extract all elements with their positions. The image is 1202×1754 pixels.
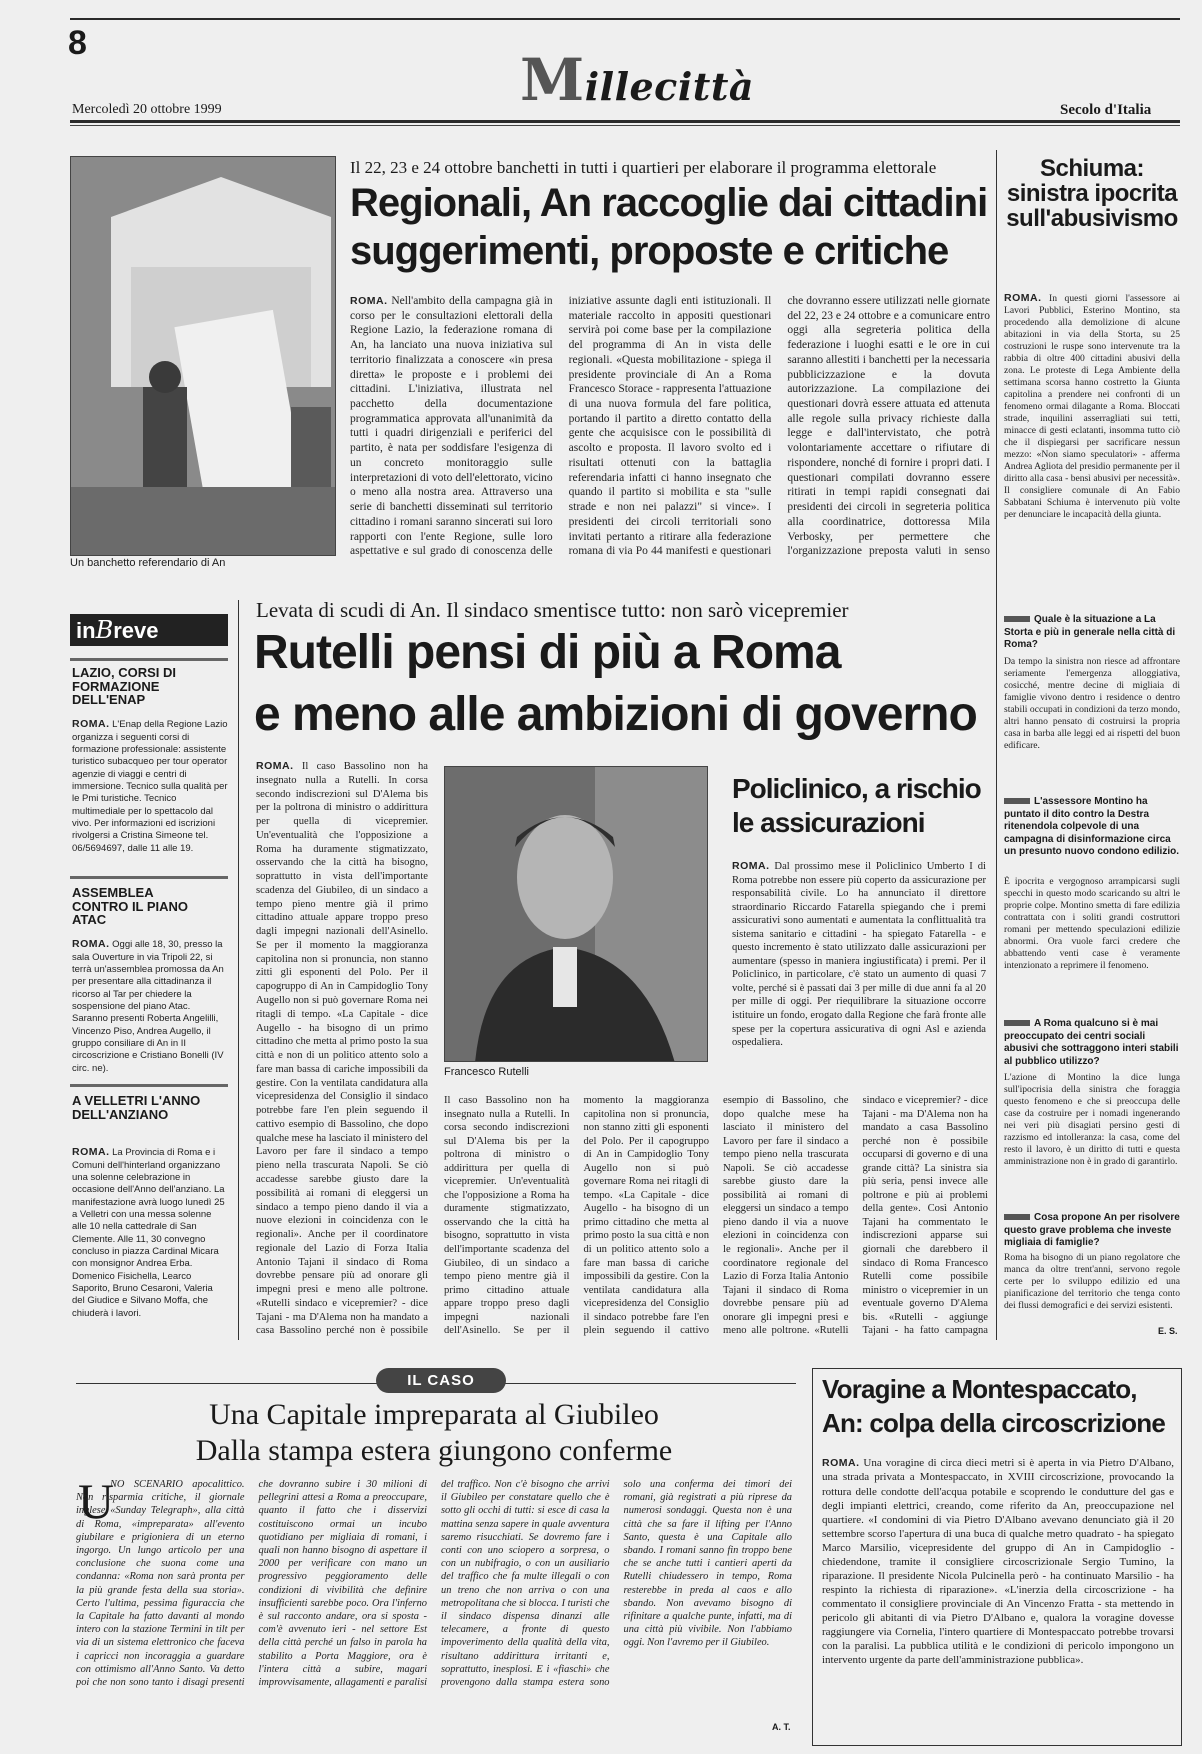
schiuma-body [1004,292,1180,610]
breve-label: inBreve [70,614,228,646]
question-bar [1004,1020,1030,1026]
rutelli-kicker: Levata di scudi di An. Il sindaco smentisce tutto: non sarò vicepremier [256,598,849,622]
schiuma-a3: L'azione di Montino la dice lunga sull'ipocrisia della sinistra che foraggia questo fenomeno e che si preoccupa delle case da costruire per i nomadi ingenerando nei veri più disagiati persino gesti di razzismo ed intolleranza: la casa, come del resto il lavoro, è un diritto di tutti e questa amministrazione non è in grado di garantirlo. [1004,1072,1180,1167]
policlinico-body: ROMA. Dal prossimo mese il Policlinico Umberto I di Roma potrebbe non essere più coperto da assicurazione per responsabilità civile. Lo ha annunciato il direttore straordinario Riccardo Fatarella spiegando che i premi assicurativi sono aumentati e aumentata la conflittualità tra sistema sanitario e cittadini - ha spiegato Fatarella - e questo incremento è stato utilizzato dalle assicurazioni per aumentare (spesso in maniera ingiustificata) i premi. Per il Policlinico, in particolare, c'è stato un aumento di quasi 7 volte, perché si è passati dai 3 per mille di due anni fa al 20 per mille di oggi. Per riequilibrare la situazione occorre istituire un fondo, erogato dalla Regione che farà fronte alle spese per la copertura assicurativa di ogni Asl e azienda ospedaliera. [732,860,986,1049]
voragine-headline-2: An: colpa della circoscrizione [822,1408,1165,1438]
banchetto-photo [70,156,336,556]
regionali-lead: ROMA. [350,295,388,307]
breve-title-1: LAZIO, CORSI DI FORMAZIONE DELL'ENAP [72,665,176,708]
regionali-body [350,294,990,572]
schiuma-q1: Quale è la situazione a La Storta e più in generale nella città di Roma? [1004,614,1176,650]
caso-headline-1: Una Capitale impreparata al Giubileo [209,1398,659,1431]
breve-rule-2 [70,876,228,879]
issue-date: Mercoledì 20 ottobre 1999 [72,102,222,117]
breve-rule-3 [70,1084,228,1087]
caso-badge: IL CASO [376,1368,506,1393]
regionali-kicker: Il 22, 23 e 24 ottobre banchetti in tutti i quartieri per elaborare il programma elettorale [350,158,937,177]
schiuma-q2: L'assessore Montino ha puntato il dito contro la Destra ritenendola colpevole di una campagna di disinformazione circa un presunto nuovo condono edilizio. [1004,796,1179,857]
rutelli-headline-1: Rutelli pensi di più a Roma [254,626,841,679]
caso-dropcap: U [78,1473,115,1529]
schiuma-signature: E. S. [1158,1326,1178,1336]
top-rule [70,18,1180,20]
caso-body: NO SCENARIO apocalittico. Non risparmia critiche, il giornale inglese «Sunday Telegraph», alla città di Roma, «impreparata» all'evento giubilare e prigioniera di un eterno ingorgo. Un lungo articolo per una conclusione che suona come una condanna: «Roma non sarà pronta per la più grande festa della sua storia». Certo l'ultima, pessima figuraccia che la Capitale ha fatto davanti al mondo intero con la stazione Termini in tilt per via di un sistema elettronico che faceva i capricci non incoraggia a guardare con ottimismo all'Anno Santo. Va detto poi che non sono tanto i disagi presenti che dovranno subire i 30 milioni di pellegrini attesi a Roma a preoccupare, quanto il fatto che i disservizi costituiscono ormai un incubo quotidiano per migliaia di romani, i quali non hanno bisogno di aspettare il 2000 per verificare con mano un progressivo peggioramento delle condizioni di vivibilità che definire insufficienti sarebbe poco. Ora l'inferno è sul racconto andare, ora si sposta - com'è avvenuto ieri - nel settore Est della città perché un falso in parola ha stabilito a Porta Maggiore, ora è l'intera città a subire, magari improvvisamente, allagamenti e paralisi del traffico. Non c'è bisogno che arrivi il Giubileo per constatare quello che è sotto gli occhi di tutti: si esce di casa la mattina senza sapere in quale avventura saremo risucchiati. Se dovremo fare i conti con uno sciopero a sorpresa, o con un nubifragio, o con un ausiliario del traffico che fa multe illegali o con un treno che non arriva o con una metropolitana che si blocca. I turisti che il sindaco dispensa dinanzi alle telecamere, a fronte di questo impoverimento della qualità della vita, risultano addirittura irritanti e, soprattutto, inesplosi. E i «fiaschi» che provengono dalla stampa estera sono solo una conferma dei timori dei romani, già registrati a più riprese da numerosi sondaggi. Questa non è una città che sa fare il lifting per l'Anno Santo, questa è una Capitale allo sbando. I romani sanno fin troppo bene che se anche tutti i cantieri aperti da Rutelli chiudessero in tempo, Roma resterebbe in preda al caos e allo sbando. Non avevamo bisogno di rifinitare a qualche punte, infatti, ma di una città più vivibile. Non l'abbiamo oggi. Non l'avremo per il Giubileo. [76,1479,792,1689]
breve-title-3: A VELLETRI L'ANNO DELL'ANZIANO [72,1093,201,1122]
schiuma-q4: Cosa propone An per risolvere questo grave problema che investe migliaia di famiglie? [1004,1212,1180,1248]
publication-name: Secolo d'Italia [1060,102,1152,118]
policlinico-headline-2: le assicurazioni [732,807,925,838]
banchetto-caption: Un banchetto referendario di An [70,557,226,569]
policlinico-headline-1: Policlinico, a rischio [732,773,981,804]
schiuma-a2: È ipocrita e vergognoso arrampicarsi sugli specchi in questo modo scaricando su altri le proprie colpe. Montino smetta di fare edilizia contrattata con i soliti grandi costruttori romani per mettendo speculazioni edilizie abnormi. Ora vuole farci credere che abbattendo venti case è veramente intenzionato a reprimere il fenomeno. [1004,876,1180,971]
column-divider-right [996,150,997,1340]
question-bar [1004,616,1030,622]
schiuma-a4: Roma ha bisogno di un piano regolatore che manca da oltre trent'anni, servono regole certe per lo sviluppo edilizio ed una pianificazione del territorio che tenga conto dei flussi demografici e dei servizi esistenti. [1004,1252,1180,1311]
breve-body-2: ROMA. Oggi alle 18, 30, presso la sala Ouverture in via Tripoli 22, si terrà un'assemblea promossa da An per presentare alla cittadinanza il ricorso al Tar per chiedere la sospensione del piano Atac. Saranno presenti Roberta Angelilli, Vincenzo Piso, Andrea Augello, il gruppo consiliare di An in II circoscrizione e Cristiano Bonelli (IV circ. ne). [72,938,224,1074]
question-bar [1004,798,1030,804]
schiuma-a1: Da tempo la sinistra non riesce ad affrontare seriamente l'emergenza alloggiativa, cosicché, mentre decine di migliaia di famiglie vivono dentro i residence o dentro stabili occupati in condizioni da terzo mondo, altri hanno pensato di costruirsi la propria casa in barba alle leggi ed ai rispetti del buon edificare. [1004,656,1180,751]
schiuma-lead: ROMA. [1004,292,1042,304]
masthead-initial: M [520,46,585,114]
breve-rule-1 [70,658,228,661]
rutelli-photo-image [445,767,708,1062]
voragine-headline-1: Voragine a Montespaccato, [822,1374,1137,1404]
regionali-headline-1: Regionali, An raccoglie dai cittadini [350,181,988,225]
breve-title-2: ASSEMBLEA CONTRO IL PIANO ATAC [72,885,189,928]
regionali-text: Nell'ambito della campagna già in corso per le consultazioni elettorali della Regione Lazio, la federazione romana di An, ha lanciato una nuova iniziativa sul territorio finalizzata a conoscere «in presa diretta» le proposte e i problemi dei cittadini. L'iniziativa, illustrata nel pacchetto della documentazione programmatica approvata all'unanimità da tutti i quadri dirigenziali e periferici del partito, è nata per soddisfare l'esigenza di un concreto monitoraggio sulle interpretazioni di voto dell'elettorato, vicino o meno alla nostra area. Attraverso una serie di banchetti disseminati sul territorio cittadino i romani saranno sincerati sui loro rapporti con l'ente Regione, sulle loro aspettative e sul grado di conoscenza delle iniziative assunte dagli enti istituzionali. Il materiale raccolto in appositi questionari servirà poi come base per la compilazione del programma di An in vista delle regionali. «Questa mobilitazione - spiega il presidente provinciale di An a Roma Francesco Storace - rappresenta l'attuazione di una nuova formula del fare politica, portando il partito a diretto contatto della gente che acquisisce con le possibilità di ascolto e proposta. Il lavoro svolto ed i risultati ottenuti con la battaglia referendaria infatti ci hanno insegnato che quando il partito si mobilita e sta "sulle strade e non nei palazzi" si vince». I presidenti dei circoli territoriali sono invitati pertanto a ritirare alla federazione romana di via Po 44 manifesti e questionari che dovranno essere utilizzati nelle giornate del 22, 23 e 24 ottobre e a comunicare entro oggi alla segreteria politica della federazione i luoghi esatti e le ore in cui saranno allestiti i banchetti per la necessaria pubblicizzazione e la dovuta autorizzazione. La compilazione dei questionari dovrà essere attuata ed attenuta alle regole sulla privacy richieste dalla legge e dall'intervistato, che potrà volontariamente accettare o rifiutare di rispondere, nonché di fornire i propri dati. I questionari compilati dovranno essere ritirati in tempi rapidi consegnati dai presidenti dei circoli in segreteria politica alla coordinatrice, dottoressa Mila Verbosky, per permettere che l'organizzazione preposta valuti in senso [350,295,990,558]
rutelli-body-col1: ROMA. Il caso Bassolino non ha insegnato nulla a Rutelli. In corsa secondo indiscrezioni sul D'Alema bis per la poltrona di ministro o addirittura per quella di vicepremier. Un'eventualità che l'opposizione a Roma ha duramente stigmatizzato, osservando che la città ha bisogno, soprattutto in vista dell'importante scadenza del Giubileo, di un sindaco a tempo pieno mentre già il primo cittadino attuale appare troppo preso dagli impegni nazionali dell'Asinello. Se per il momento la maggioranza capitolina non si pronuncia, non stanno zitti gli esponenti del Polo. Per il capogruppo di An in Campidoglio Tony Augello non si può governare Roma nei ritagli di tempo. «La Capitale - dice Augello - ha bisogno di un primo cittadino che metta al primo posto la sua città e non di un politico attento solo a fare man bassa di cariche impossibili da gestire. Con la ventilata candidatura alla vicepresidenza del Consiglio il sindaco potrebbe fare l'en plein seguendo il cattivo esempio di Bassolino, che dopo qualche mese ha lasciato il ministero del Lavoro per fare il sindaco a tempo pieno nella trascurata Napoli. Se ciò accadesse sarebbe giusto dare la possibilità ai romani di eleggersi un sindaco a tempo pieno dando il via a nuove elezioni in coincidenza con le regionali». Anche per il coordinatore regionale del Lazio di Forza Italia Antonio Tajani il sindaco di Roma dovrebbe pensare più ad onorare gli impegni presi e meno alle poltrone. «Rutelli sindaco e vicepremier? - dice Tajani - ma D'Alema non ha mandato a casa Bassolino perché non è possibile [256,760,428,1337]
regionali-headline-2: suggerimenti, proposte e critiche [350,229,949,273]
masthead-rule-thin [70,125,1180,126]
rutelli-caption: Francesco Rutelli [444,1066,529,1078]
caso-headline-2: Dalla stampa estera giungono conferme [195,1434,673,1467]
schiuma-headline: Schiuma: sinistra ipocrita sull'abusivismo [1006,155,1178,233]
masthead-rest: illecittà [584,64,754,109]
rutelli-body-lower: Il caso Bassolino non ha insegnato nulla a Rutelli. In corsa secondo indiscrezioni sul D'Alema bis per la poltrona di ministro o addirittura per quella di vicepremier. Un'eventualità che l'opposizione a Roma ha duramente stigmatizzato, osservando che la città ha bisogno, soprattutto in vista dell'importante scadenza del Giubileo, di un sindaco a tempo pieno mentre già il primo cittadino attuale appare troppo preso dagli impegni nazionali dell'Asinello. Se per il momento la maggioranza capitolina non si pronuncia, non stanno zitti gli esponenti del Polo. Per il capogruppo di An in Campidoglio Tony Augello non si può governare Roma nei ritagli di tempo. «La Capitale - dice Augello - ha bisogno di un primo cittadino che metta al primo posto la sua città e non di un politico attento solo a fare man bassa di cariche impossibili da gestire. Con la ventilata candidatura alla vicepresidenza del Consiglio il sindaco potrebbe fare l'en plein seguendo il cattivo esempio di Bassolino, che dopo qualche mese ha lasciato il ministero del Lavoro per fare il sindaco a tempo pieno nella trascurata Napoli. Se ciò accadesse sarebbe giusto dare la possibilità ai romani di eleggersi un sindaco a tempo pieno dando il via a nuove elezioni in coincidenza con le regionali». Anche per il coordinatore regionale del Lazio di Forza Italia Antonio Tajani il sindaco di Roma dovrebbe pensare più ad onorare gli impegni presi e meno alle poltrone. «Rutelli sindaco e vicepremier? - dice Tajani - ma D'Alema non ha mandato a casa Bassolino perché non è possibile occuparsi di governo e di una grande città? La sinistra sia più seria, pensi invece alle poltrone e più ai problemi della gente». Così Antonio Tajani ha commentato le indiscrezioni apparse sui giornali che darebbero il sindaco di Roma Francesco Rutelli come possibile ministro o vicepremier in un eventuale governo D'Alema bis. «Rutelli - aggiunge Tajani - ha fatto campagna [444,1095,988,1337]
section-masthead [520,46,754,114]
breve-body-3: ROMA. La Provincia di Roma e i Comuni dell'hinterland organizzano una solenne celebrazione in occasione dell'Anno dell'anziano. La manifestazione avrà luogo lunedì 25 a Velletri con una messa solenne alle 10 nella cattedrale di San Clemente. Alle 11, 30 convegno concluso in piazza Cardinal Micara con monsignor Andrea Erba. Domenico Fisichella, Learco Saporito, Bruno Cesaroni, Valeria del Giudice e Silvano Moffa, che chiuderà i lavori. [72,1146,225,1319]
rutelli-photo [444,766,708,1062]
caso-signature: A. T. [772,1722,791,1732]
breve-divider [238,600,239,1340]
schiuma-text: In questi giorni l'assessore ai Lavori Pubblici, Esterino Montino, sta procedendo alla demolizione di alcune abitazioni in via della Storta, su 25 costruzioni le ruspe sono intervenute tra la rabbia di oltre 400 cittadini abusivi della zona. Le proteste di Lega Ambiente della settimana scorsa hanno costretto la Giunta capitolina a prendere nei confronti di un fenomeno ormai dilagante a Roma. Bloccati strade, inquilini asserragliati sui tetti, minacce di gesti eclatanti, insomma tutto ciò che il dispiegarsi per sacrificare nessun mezzo: «Non siamo speculatori» - afferma Andrea Agliota del presidio permanente per il diritto alla casa - bensì abusivi per necessità». Il consigliere comunale di An Fabio Sabbatani Schiuma è intervenuto più volte per denunciare le incapacità della giunta. [1004,293,1180,520]
page-number: 8 [68,24,87,62]
breve-body-1: ROMA. L'Enap della Regione Lazio organizza i seguenti corsi di formazione professionale: assistente turistico subacqueo per tour operator agenzie di viaggi e centri di immersione. Tecnico sulla qualità per le Pmi turistiche. Tecnico multimediale per lo spettacolo dal vivo. Per informazioni ed iscrizioni rivolgersi a Cristina Simeone tel. 06/5694697, dalle 11 alle 19. [72,718,228,854]
question-bar [1004,1214,1030,1220]
schiuma-q3: A Roma qualcuno si è mai preoccupato dei centri sociali abusivi che sottraggono interi stabili al pubblico utilizzo? [1004,1018,1179,1067]
voragine-body: ROMA. Una voragine di circa dieci metri si è aperta in via Pietro D'Albano, una strada privata a Montespaccato, in XVIII circoscrizione, provocando la rottura delle condotte dell'acqua potabile e scoprendo le condutture del gas e degli impianti elettrici, creando, come riferito da An, preoccupazione nel quartiere. «I condomini di via Pietro D'Albano avevano denunciato già il 20 settembre scorso l'apertura di una buca di qualche metro quadrato - ha spiegato Marco Marsilio, vicepresidente del gruppo di An in Campidoglio - chiedendone, tramite il consigliere circoscrizionale Sergio Tumino, la riparazione. Il presidente Nicola Pulcinella però - ha continuato Marsilio - ha respinto la richiesta di riparazione». «L'inerzia della circoscrizione - ha commentato il consigliere provinciale di An Vincenzo Fratta - sta mettendo in pericolo gli abitanti di via Pietro D'Albano e, qualora la voragine dovesse raggiungere via Cornelia, l'intero quartiere di Montespaccato potrebbe trovarsi con la paralisi. La pubblica utilità e le condizioni di pericolo impongono un intervento urgente da parte dell'amministrazione pubblica». [822,1457,1174,1667]
masthead-rule [70,120,1180,123]
rutelli-headline-2: e meno alle ambizioni di governo [254,688,977,741]
banchetto-photo-image [71,157,336,556]
